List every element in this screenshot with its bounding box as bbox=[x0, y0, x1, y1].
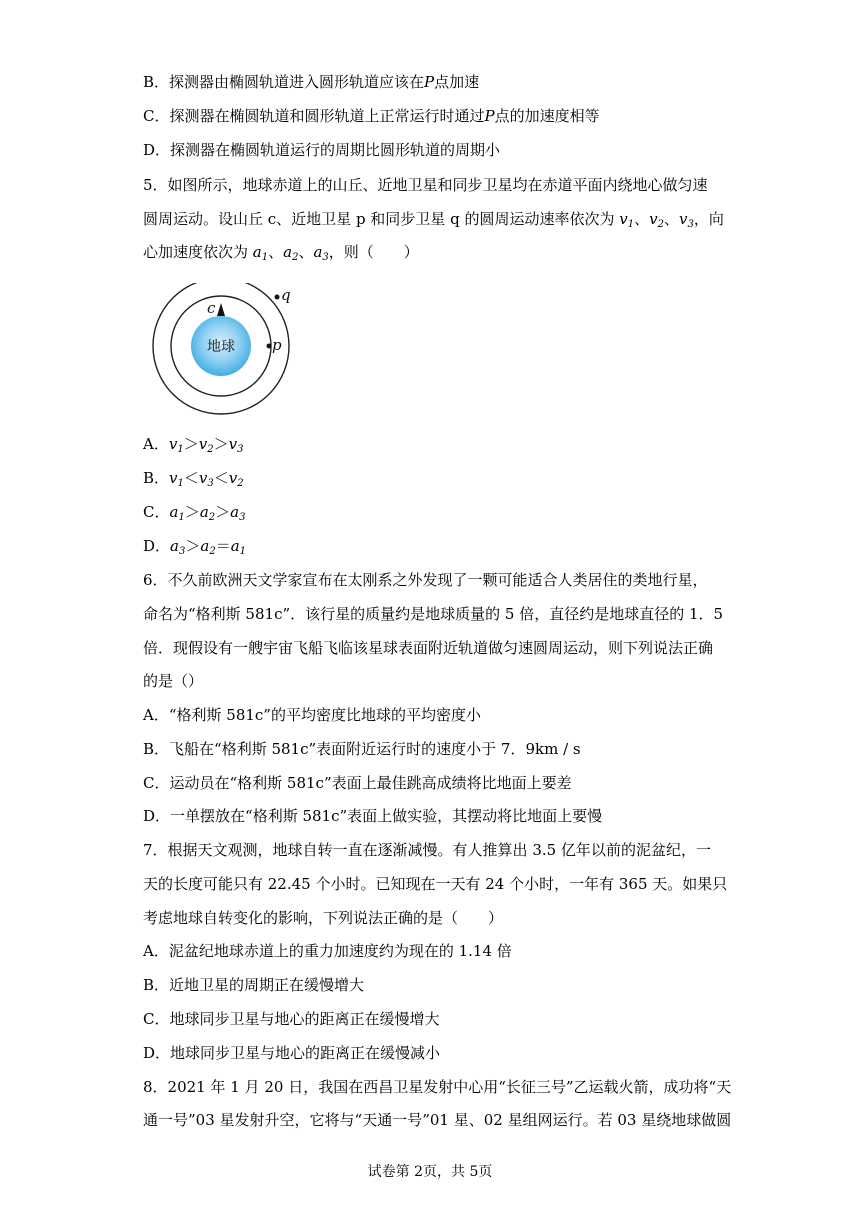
q7-stem-line1: 7．根据天文观测，地球自转一直在逐渐减慢。有人推算出 3.5 亿年以前的泥盆纪，一 bbox=[143, 841, 711, 859]
q5-option-d: D．$a_3>a_2=a_1$ bbox=[143, 537, 247, 557]
hill-c-label: c bbox=[207, 299, 216, 317]
q7-option-b: B．近地卫星的周期正在缓慢增大 bbox=[143, 976, 365, 994]
q5-option-a: A．$v_1>v_2>v_3$ bbox=[143, 435, 244, 455]
q6-stem-line4: 的是（） bbox=[143, 672, 204, 690]
satellite-p-dot bbox=[267, 344, 272, 349]
q8-stem-line1: 8．2021 年 1 月 20 日，我国在西昌卫星发射中心用“长征三号”乙运载火箭，成功将“天 bbox=[143, 1078, 732, 1096]
q6-option-d: D．一单摆放在“格利斯 581c”表面上做实验，其摆动将比地面上要慢 bbox=[143, 807, 603, 825]
hill-c-marker-icon bbox=[217, 303, 225, 316]
q7-option-a: A．泥盆纪地球赤道上的重力加速度约为现在的 1.14 倍 bbox=[143, 942, 512, 960]
q5-stem-line1: 5．如图所示，地球赤道上的山丘、近地卫星和同步卫星均在赤道平面内绕地心做匀速 bbox=[143, 176, 708, 194]
q5-stem-line3: 心加速度依次为 $a_1$、$a_2$、$a_3$，则（ ） bbox=[143, 243, 419, 263]
q8-stem-line2: 通一号”03 星发射升空，它将与“天通一号”01 星、02 星组网运行。若 03 星绕地球做圆 bbox=[143, 1111, 732, 1129]
orbit-diagram bbox=[148, 283, 298, 421]
q5-option-c: C．$a_1>a_2>a_3$ bbox=[143, 503, 246, 523]
q6-option-c: C．运动员在“格利斯 581c”表面上最佳跳高成绩将比地面上要差 bbox=[143, 774, 572, 792]
q4-option-c: C．探测器在椭圆轨道和圆形轨道上正常运行时通过P点的加速度相等 bbox=[143, 107, 600, 125]
q6-option-a: A．“格利斯 581c”的平均密度比地球的平均密度小 bbox=[143, 706, 481, 724]
q7-option-c: C．地球同步卫星与地心的距离正在缓慢增大 bbox=[143, 1010, 440, 1028]
satellite-q-dot bbox=[275, 295, 280, 300]
q5-option-b: B．$v_1<v_3<v_2$ bbox=[143, 469, 244, 489]
satellite-q-label: q bbox=[281, 286, 291, 304]
page-footer: 试卷第 2页，共 5页 bbox=[367, 1164, 493, 1180]
q7-stem-line3: 考虑地球自转变化的影响，下列说法正确的是（ ） bbox=[143, 909, 504, 927]
q7-stem-line2: 天的长度可能只有 22.45 个小时。已知现在一天有 24 个小时，一年有 365 天。如果只 bbox=[143, 875, 728, 893]
q4-option-d: D．探测器在椭圆轨道运行的周期比圆形轨道的周期小 bbox=[143, 141, 501, 159]
q6-stem-line2: 命名为“格利斯 581c”．该行星的质量约是地球质量的 5 倍，直径约是地球直径的 1．5 bbox=[143, 605, 724, 623]
satellite-p-label: p bbox=[272, 336, 282, 354]
q7-option-d: D．地球同步卫星与地心的距离正在缓慢减小 bbox=[143, 1044, 441, 1062]
q5-stem-line2: 圆周运动。设山丘 c、近地卫星 p 和同步卫星 q 的圆周运动速率依次为 $v_1$、$v_2$、$v_3$，向 bbox=[143, 210, 724, 230]
q6-option-b: B．飞船在“格利斯 581c”表面附近运行时的速度小于 7．9km / s bbox=[143, 740, 581, 758]
q4-option-b: B．探测器由椭圆轨道进入圆形轨道应该在P点加速 bbox=[143, 73, 480, 91]
q6-stem-line1: 6．不久前欧洲天文学家宣布在太刚系之外发现了一颗可能适合人类居住的类地行星， bbox=[143, 571, 708, 589]
q6-stem-line3: 倍．现假设有一艘宇宙飞船飞临该星球表面附近轨道做匀速圆周运动，则下列说法正确 bbox=[143, 639, 714, 657]
earth-label: 地球 bbox=[207, 339, 235, 355]
